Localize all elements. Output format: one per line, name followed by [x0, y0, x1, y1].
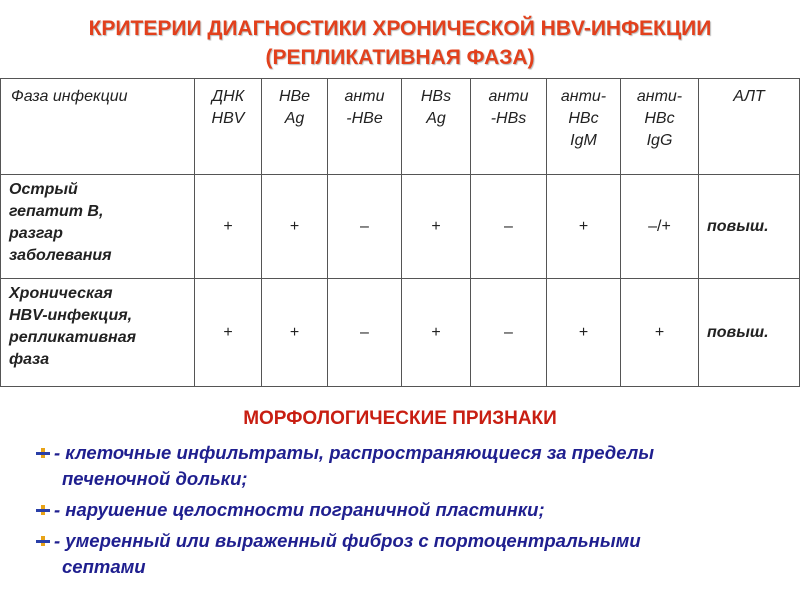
table-cell-alt: повыш.	[699, 279, 800, 387]
table-cell: +	[195, 175, 262, 279]
row-label: Хроническая HBV-инфекция, репликативная фаза	[1, 279, 195, 387]
bullet-cross-icon	[36, 448, 50, 458]
bullet-cross-icon	[36, 505, 50, 515]
table-cell: +	[547, 175, 621, 279]
header-anti-hbc-igm: анти- HBc IgM	[547, 79, 621, 175]
table-cell: –	[471, 279, 547, 387]
section-subtitle: МОРФОЛОГИЧЕСКИЕ ПРИЗНАКИ	[243, 408, 557, 429]
bullet-list	[34, 440, 794, 585]
header-anti-hbe: анти -HBe	[328, 79, 402, 175]
title-line-1: КРИТЕРИИ ДИАГНОСТИКИ ХРОНИЧЕСКОЙ HBV-ИНФЕКЦИИ	[88, 17, 712, 40]
table-row	[1, 279, 800, 387]
header-hbeag: HBe Ag	[262, 79, 328, 175]
table-cell: +	[547, 279, 621, 387]
table-cell-alt: повыш.	[699, 175, 800, 279]
header-hbsag: HBs Ag	[402, 79, 471, 175]
list-item: - умеренный или выраженный фиброз с портоцентральными септами	[34, 528, 794, 580]
slide-title	[0, 14, 800, 72]
table-cell: –	[328, 279, 402, 387]
title-line-2: (РЕПЛИКАТИВНАЯ ФАЗА)	[265, 46, 535, 69]
header-alt: АЛТ	[699, 79, 800, 175]
header-anti-hbc-igg: анти- HBc IgG	[621, 79, 699, 175]
table-cell: +	[262, 279, 328, 387]
table-cell: +	[621, 279, 699, 387]
table-cell: +	[402, 279, 471, 387]
header-dna-hbv: ДНК HBV	[195, 79, 262, 175]
table-cell: +	[262, 175, 328, 279]
table-header-row	[1, 79, 800, 175]
row-label: Острый гепатит В, разгар заболевания	[1, 175, 195, 279]
table-cell: –	[471, 175, 547, 279]
list-item: - нарушение целостности пограничной пластинки;	[34, 497, 794, 523]
table-cell: –/+	[621, 175, 699, 279]
header-anti-hbs: анти -HBs	[471, 79, 547, 175]
criteria-table	[0, 78, 800, 387]
table-cell: –	[328, 175, 402, 279]
list-item: - клеточные инфильтраты, распространяющиеся за пределы печеночной дольки;	[34, 440, 794, 492]
table-cell: +	[195, 279, 262, 387]
table-cell: +	[402, 175, 471, 279]
bullet-cross-icon	[36, 536, 50, 546]
table-row	[1, 175, 800, 279]
header-phase: Фаза инфекции	[1, 79, 195, 175]
